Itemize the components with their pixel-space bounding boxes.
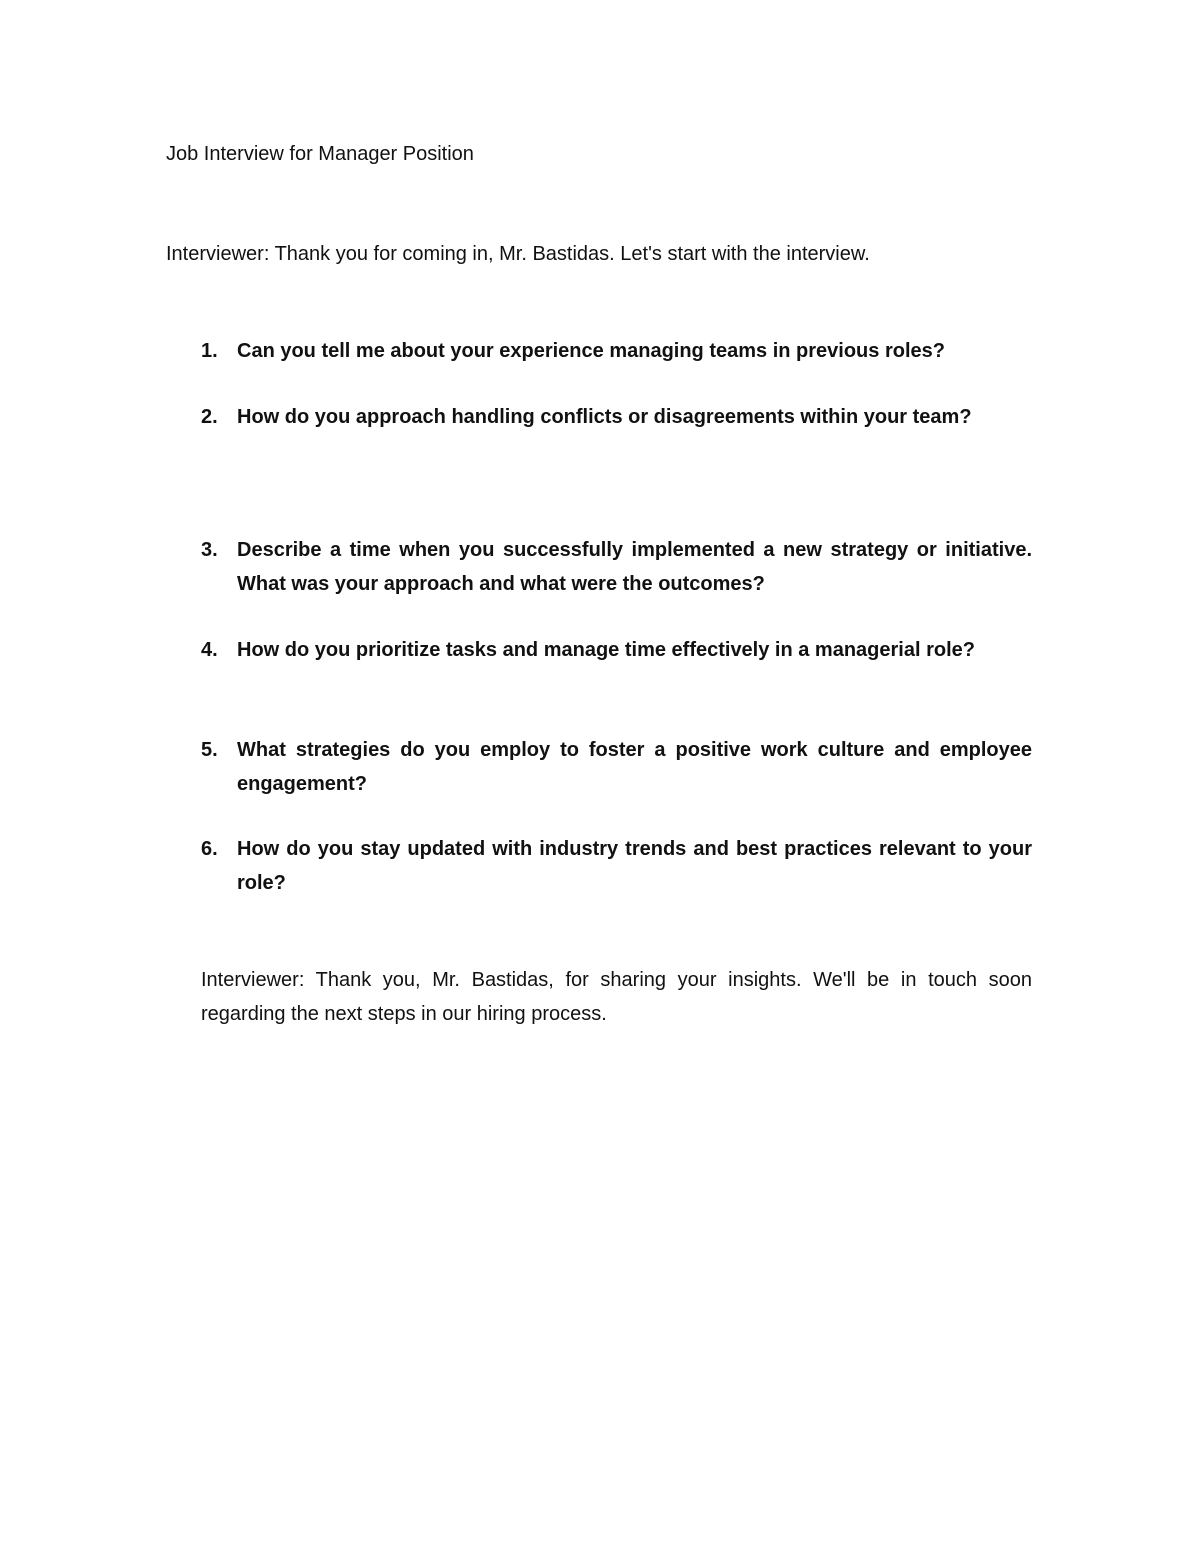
question-text: How do you prioritize tasks and manage time effectively in a managerial role? — [237, 639, 975, 661]
question-number: 3. — [201, 539, 218, 561]
question-number: 5. — [201, 739, 218, 761]
question-number: 4. — [201, 639, 218, 661]
question-text: Describe a time when you successfully implemented a new strategy or initiative. What was your approach and what were the outcomes? — [237, 539, 1032, 595]
question-item — [201, 400, 1032, 434]
question-text: How do you approach handling conflicts or disagreements within your team? — [237, 406, 972, 428]
question-item — [201, 633, 1032, 667]
question-item — [201, 533, 1032, 601]
question-text: How do you stay updated with industry trends and best practices relevant to your role? — [237, 838, 1032, 894]
question-item — [201, 334, 1032, 368]
question-number: 1. — [201, 340, 218, 362]
question-text: Can you tell me about your experience managing teams in previous roles? — [237, 340, 945, 362]
question-number: 6. — [201, 838, 218, 860]
question-item — [201, 832, 1032, 900]
interviewer-intro: Interviewer: Thank you for coming in, Mr. Bastidas. Let's start with the interview. — [166, 243, 870, 265]
question-number: 2. — [201, 406, 218, 428]
question-item — [201, 733, 1032, 801]
document-title: Job Interview for Manager Position — [166, 143, 474, 165]
question-text: What strategies do you employ to foster a positive work culture and employee engagement? — [237, 739, 1032, 795]
interviewer-closing: Interviewer: Thank you, Mr. Bastidas, for sharing your insights. We'll be in touch soon regarding the next steps in our hiring process. — [201, 969, 1032, 1025]
